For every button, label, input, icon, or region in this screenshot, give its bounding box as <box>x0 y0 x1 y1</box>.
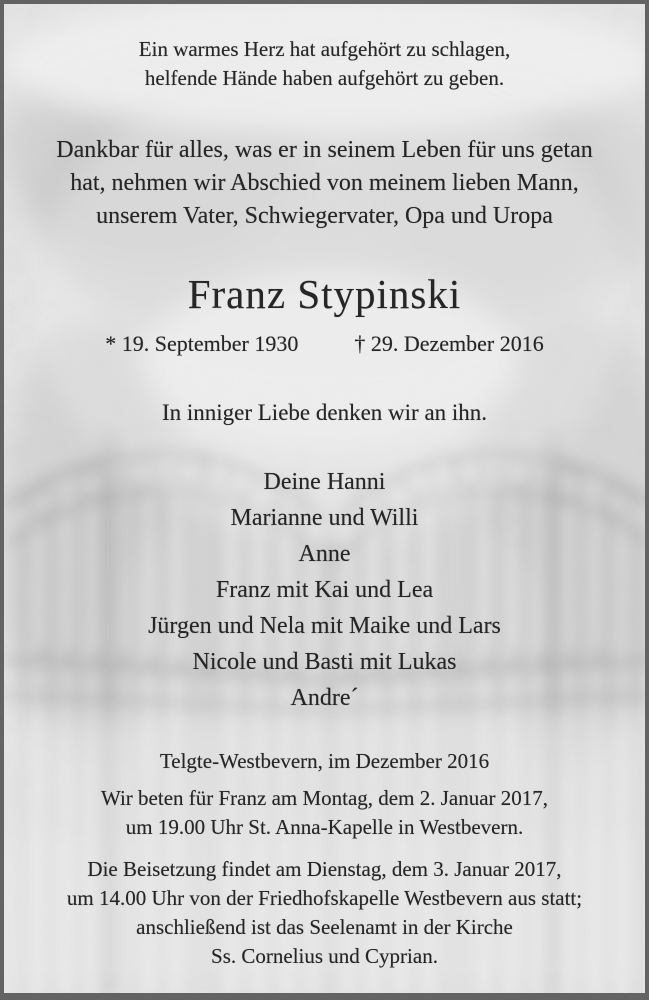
family-member: Anne <box>298 541 351 567</box>
remembrance-line: In inniger Liebe denken wir an ihn. <box>161 400 488 425</box>
funeral-info <box>4 855 645 971</box>
family-member: Deine Hanni <box>263 469 386 495</box>
life-dates <box>4 330 645 357</box>
intro-line: hat, nehmen wir Abschied von meinem lieben Mann, <box>70 170 579 196</box>
place-date-line: Telgte-Westbevern, im Dezember 2016 <box>159 749 490 773</box>
opening-verse <box>4 35 645 93</box>
prayer-line: Wir beten für Franz am Montag, dem 2. Januar 2017, <box>100 786 549 810</box>
family-member: Marianne und Willi <box>230 505 419 531</box>
funeral-line: Ss. Cornelius und Cyprian. <box>211 944 438 968</box>
family-member: Jürgen und Nela mit Maike und Lars <box>148 613 501 639</box>
notice-content <box>4 35 645 971</box>
funeral-line: um 14.00 Uhr von der Friedhofskapelle Westbevern aus statt; <box>66 886 583 910</box>
prayer-line: um 19.00 Uhr St. Anna-Kapelle in Westbevern. <box>125 815 524 839</box>
funeral-line: anschließend ist das Seelenamt in der Kirche <box>136 915 513 939</box>
intro-paragraph <box>4 134 645 233</box>
verse-line: Ein warmes Herz hat aufgehört zu schlagen, <box>138 37 511 61</box>
deceased-name: Franz Stypinski <box>187 271 462 317</box>
death-date: † 29. Dezember 2016 <box>354 331 544 356</box>
family-member: Andre´ <box>290 685 359 711</box>
intro-line: Dankbar für alles, was er in seinem Leben für uns getan <box>56 137 593 163</box>
intro-line: unserem Vater, Schwiegervater, Opa und Uropa <box>96 203 553 229</box>
family-member: Franz mit Kai und Lea <box>215 577 434 603</box>
mourners-list <box>4 464 645 716</box>
family-member: Nicole und Basti mit Lukas <box>192 649 457 675</box>
funeral-line: Die Beisetzung findet am Dienstag, dem 3. Januar 2017, <box>87 857 562 881</box>
birth-date: * 19. September 1930 <box>105 331 299 356</box>
verse-line: helfende Hände haben aufgehört zu geben. <box>144 66 505 90</box>
prayer-info <box>4 784 645 842</box>
